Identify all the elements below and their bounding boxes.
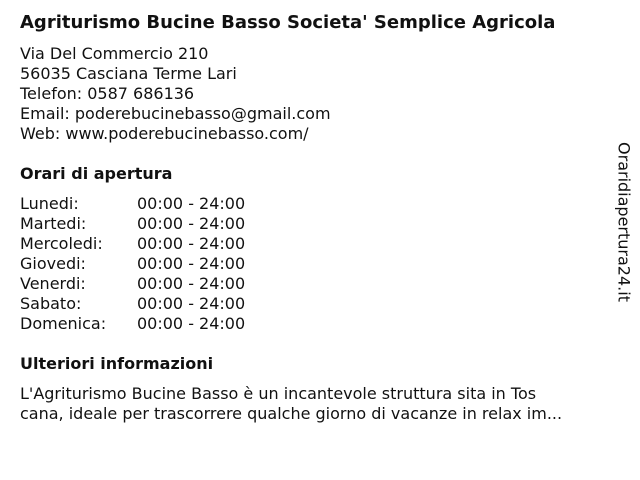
business-name: Agriturismo Bucine Basso Societa' Semplice Agricola xyxy=(20,12,556,33)
hours-row-tuesday xyxy=(20,214,245,234)
hours-heading: Orari di apertura xyxy=(20,164,173,183)
description-line-1: L'Agriturismo Bucine Basso è un incantevole struttura sita in Tos xyxy=(20,384,537,403)
description-text xyxy=(20,384,620,424)
day-label: Sabato: xyxy=(20,294,82,313)
contact-block xyxy=(20,44,331,144)
hours-row-friday xyxy=(20,274,245,294)
time-range: 00:00 - 24:00 xyxy=(137,254,246,273)
day-label: Martedi: xyxy=(20,214,87,233)
time-range: 00:00 - 24:00 xyxy=(137,194,246,213)
day-label: Mercoledi: xyxy=(20,234,103,253)
site-watermark: Oraridiapertura24.it xyxy=(614,142,634,302)
email-text: Email: poderebucinebasso@gmail.com xyxy=(20,104,331,123)
hours-row-thursday xyxy=(20,254,245,274)
time-range: 00:00 - 24:00 xyxy=(137,234,246,253)
time-range: 00:00 - 24:00 xyxy=(137,274,246,293)
phone-text: Telefon: 0587 686136 xyxy=(20,84,195,103)
hours-row-sunday xyxy=(20,314,245,334)
day-label: Domenica: xyxy=(20,314,107,333)
hours-row-monday xyxy=(20,194,245,214)
time-range: 00:00 - 24:00 xyxy=(137,294,246,313)
description-line-2: cana, ideale per trascorrere qualche giorno di vacanze in relax im... xyxy=(20,404,563,423)
address-city: 56035 Casciana Terme Lari xyxy=(20,64,237,83)
address-street: Via Del Commercio 210 xyxy=(20,44,209,63)
day-label: Giovedi: xyxy=(20,254,86,273)
hours-row-wednesday xyxy=(20,234,245,254)
day-label: Venerdi: xyxy=(20,274,86,293)
info-heading: Ulteriori informazioni xyxy=(20,354,214,373)
hours-table xyxy=(20,194,245,334)
hours-row-saturday xyxy=(20,294,245,314)
time-range: 00:00 - 24:00 xyxy=(137,214,246,233)
web-text: Web: www.poderebucinebasso.com/ xyxy=(20,124,309,143)
day-label: Lunedi: xyxy=(20,194,79,213)
time-range: 00:00 - 24:00 xyxy=(137,314,246,333)
